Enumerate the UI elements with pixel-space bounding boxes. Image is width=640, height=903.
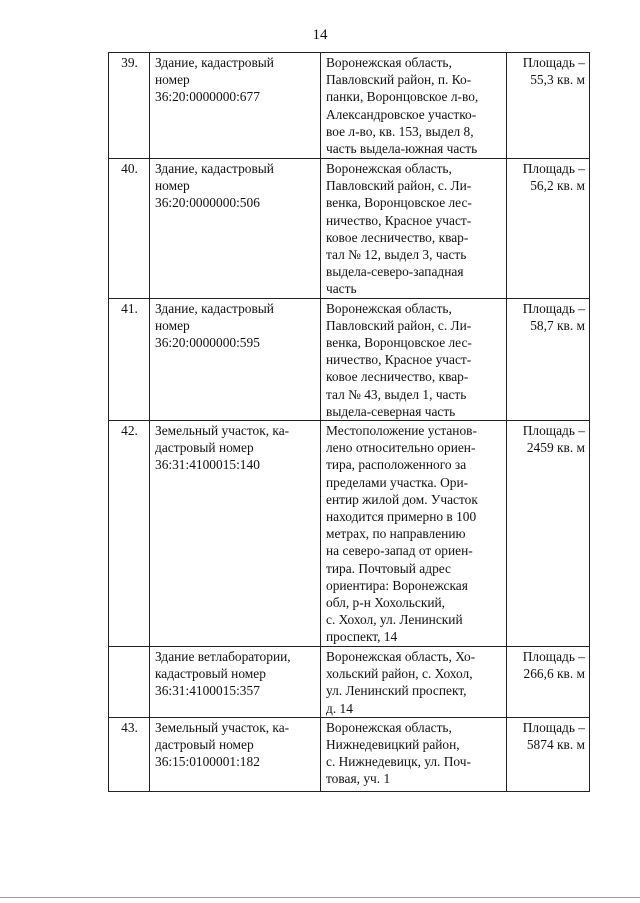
object-description [150,159,321,299]
object-description-line: 36:20:0000000:677 [155,89,260,105]
object-area [507,159,590,299]
object-address-line: Воронежская область, [326,55,452,70]
object-area [507,53,590,159]
object-description-line: кадастровый номер [155,666,266,682]
object-address-line: Нижнедевицкий район, [326,737,460,753]
object-address-line: ничество, Красное участ- [326,212,472,228]
table-row [109,647,590,718]
object-area-line: Площадь – [522,161,585,176]
object-address-line: Павловский район, с. Ли- [326,317,472,333]
object-address-line: Воронежская область, [326,300,452,316]
object-description-line: Здание, кадастровый [155,161,274,176]
object-address-line: панки, Воронцовское л-во, [326,89,479,105]
object-area-line: 2459 кв. м [526,440,585,456]
object-area-line: Площадь – [522,649,585,665]
object-address [321,159,507,299]
object-description-line: дастровый номер [155,440,254,456]
row-number: 40. [109,159,150,299]
object-address [321,53,507,159]
object-address-line: д. 14 [326,700,353,716]
object-description [150,421,321,647]
object-description-line: номер [155,178,190,194]
object-address-line: пределами участка. Ори- [326,474,469,490]
object-description-line: 36:20:0000000:506 [155,195,260,211]
object-address-line: венка, Воронцовское лес- [326,195,472,211]
table-row [109,53,590,159]
table-row [109,717,590,791]
row-number: 43. [109,717,150,791]
object-address-line: венка, Воронцовское лес- [326,335,472,351]
page-number: 14 [312,27,328,43]
object-description-line: Земельный участок, ка- [155,719,290,735]
object-address-line: Воронежская область, [326,161,452,176]
object-address-line: Павловский район, п. Ко- [326,72,472,88]
object-description-line: номер [155,317,190,333]
table-row [109,298,590,420]
object-address-line: Местоположение установ- [326,423,477,439]
object-address-line: Воронежская область, Хо- [326,649,476,665]
object-area [507,647,590,718]
object-area-line: 58,7 кв. м [530,317,585,333]
table-row [109,421,590,647]
object-address-line: выдела-северная часть [326,403,456,419]
object-area-line: Площадь – [522,300,585,316]
object-area [507,717,590,791]
bottom-rule [0,897,640,898]
object-description-line: Земельный участок, ка- [155,423,290,439]
object-description-line: Здание, кадастровый [155,55,274,70]
object-description-line: 36:20:0000000:595 [155,335,260,351]
object-description [150,717,321,791]
row-number: 39. [109,53,150,159]
object-address-line: хольский район, с. Хохол, [326,666,473,682]
object-description [150,53,321,159]
object-address-line: Павловский район, с. Ли- [326,178,472,194]
object-address-line: метрах, по направлению [326,526,466,542]
object-address [321,298,507,420]
object-address-line: обл, р-н Хохольский, [326,595,446,611]
object-address [321,717,507,791]
table-row [109,159,590,299]
object-address [321,647,507,718]
object-address-line: ул. Ленинский проспект, [326,683,467,699]
object-area-line: 266,6 кв. м [523,666,585,682]
object-address-line: тал № 43, выдел 1, часть [326,386,467,402]
object-address-line: на северо-запад от ориен- [326,543,473,559]
object-description-line: 36:31:4100015:140 [155,457,260,473]
object-area-line: Площадь – [522,423,585,439]
object-address [321,421,507,647]
row-number: 42. [109,421,150,647]
object-address-line: ковое лесничество, квар- [326,369,469,385]
object-address-line: выдела-северо-западная [326,264,464,280]
row-number [109,647,150,718]
object-address-line: ентир жилой дом. Участок [326,491,478,507]
object-area-line: 55,3 кв. м [530,72,585,88]
object-address-line: часть выдела-южная часть [326,141,478,157]
object-description-line: 36:15:0100001:182 [155,754,260,770]
object-address-line: часть [326,281,357,297]
object-description [150,298,321,420]
object-address-line: ориентира: Воронежская [326,577,468,593]
object-area-line: 56,2 кв. м [530,178,585,194]
object-description-line: Здание ветлаборатории, [155,649,291,665]
object-address-line: товая, уч. 1 [326,771,391,787]
object-area-line: Площадь – [522,55,585,70]
object-area-line: 5874 кв. м [526,737,585,753]
row-number: 41. [109,298,150,420]
object-address-line: с. Нижнедевицк, ул. Поч- [326,754,471,770]
object-address-line: Александровское участко- [326,106,477,122]
object-address-line: тира. Почтовый адрес [326,560,451,576]
object-address-line: ничество, Красное участ- [326,352,472,368]
object-address-line: тал № 12, выдел 3, часть [326,247,467,263]
object-address-line: проспект, 14 [326,629,398,645]
object-address-line: Воронежская область, [326,719,452,735]
object-address-line: находится примерно в 100 [326,509,477,525]
property-table [108,52,590,792]
object-address-line: тира, расположенного за [326,457,467,473]
object-description [150,647,321,718]
object-description-line: дастровый номер [155,737,254,753]
object-address-line: лено относительно ориен- [326,440,476,456]
object-area-line: Площадь – [522,719,585,735]
object-address-line: с. Хохол, ул. Ленинский [326,612,463,628]
object-address-line: ковое лесничество, квар- [326,229,469,245]
object-area [507,298,590,420]
object-description-line: Здание, кадастровый [155,300,274,316]
object-address-line: вое л-во, кв. 153, выдел 8, [326,123,474,139]
object-description-line: номер [155,72,190,88]
object-area [507,421,590,647]
object-description-line: 36:31:4100015:357 [155,683,260,699]
